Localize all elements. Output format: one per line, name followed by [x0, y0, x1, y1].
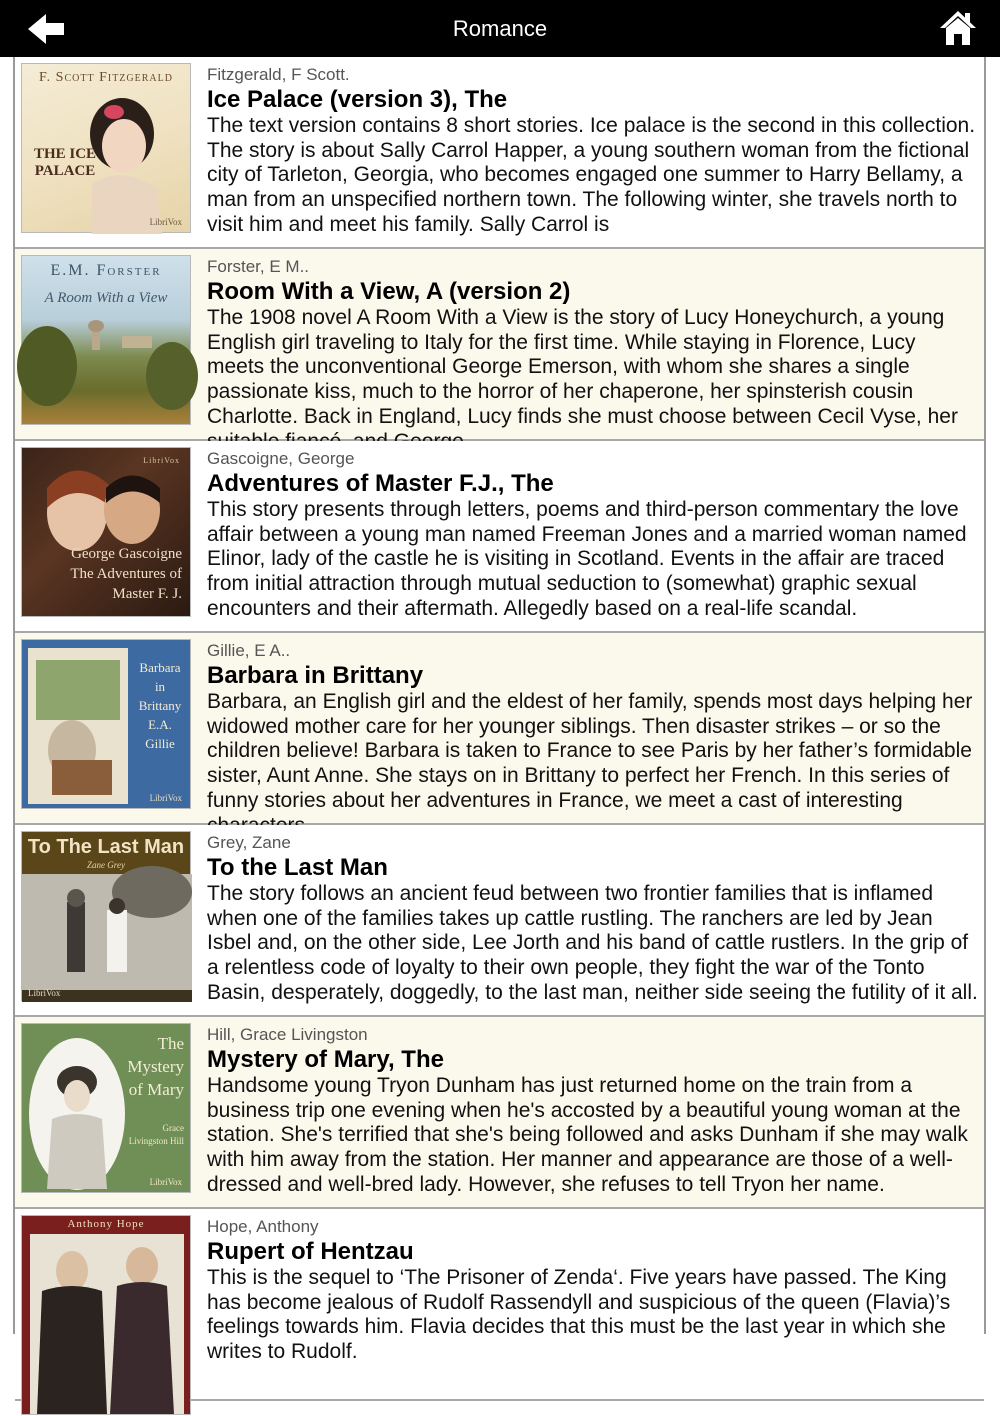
book-text [207, 1017, 978, 1196]
book-author: Grey, Zane [207, 833, 291, 852]
book-cover: To The Last Man Zane Grey LibriVox [21, 831, 191, 1001]
book-cover: The Mystery of Mary Grace Livingston Hill LibriVox [21, 1023, 191, 1193]
book-description: The 1908 novel A Room With a View is the story of Lucy Honeychurch, a young English girl traveling to Italy for the first time. While staying in Florence, Lucy meets the unconventional George Emerson, with whom she shares a single passionate kiss, much to the horror of her chaperone, her spinsterish cousin Charlotte. Back in England, Lucy finds she must choose between Cecil Vyse, her [207, 306, 958, 428]
book-title: To the Last Man [207, 854, 388, 881]
book-description: The text version contains 8 short stories. Ice palace is the second in this collection. The story is about Sally Carrol Happer, a young southern woman from the fictional city of Tarleton, Georgia, who becomes engaged one summer to Harry Bellamy, a man from an unspecified northern town. The following winter, she travels north to visit him and meet his family. Sally Carrol is [207, 114, 976, 236]
book-row[interactable] [15, 249, 984, 441]
book-text [207, 1209, 978, 1385]
book-author: Hope, Anthony [207, 1217, 319, 1236]
book-cover: E.M. Forster A Room With a View [21, 255, 191, 425]
book-title: Barbara in Brittany [207, 662, 424, 689]
book-cover: Anthony Hope [21, 1215, 191, 1415]
book-text [207, 441, 978, 620]
book-title: Room With a View, A (version 2) [207, 278, 571, 305]
book-row[interactable] [15, 825, 984, 1017]
book-description: This is the sequel to ‘The Prisoner of Zenda‘. Five years have passed. The King has become jealous of Rudolf Rassendyll and suspicious of the queen (Flavia)’s feelings towards him. Flavia decides that this must be the last year in which she writes to Rudolf. [207, 1266, 951, 1364]
book-text [207, 633, 978, 812]
book-row[interactable] [15, 633, 984, 825]
home-icon [938, 8, 978, 48]
home-button[interactable] [938, 8, 978, 48]
book-title: Mystery of Mary, The [207, 1046, 444, 1073]
page-title: Romance [452, 16, 548, 41]
cover-illustration [22, 1216, 192, 1416]
book-cover: F. Scott Fitzgerald THE ICE PALACE LibriVox [21, 63, 191, 233]
book-text [207, 57, 978, 236]
book-author: Forster, E M.. [207, 257, 310, 276]
book-description: The story follows an ancient feud between two frontier families that is inflamed when one of the families takes up cattle rustling. The ranchers are led by Jean Isbel and, on the other side, Lee Jorth and his band of cattle rustlers. In the grip of a relentless code of loyalty to their own people, they fight the war of the Tonto Basin, desperately, doggedly, to the last man, neither side seeing the futility of it all. [207, 882, 978, 1004]
book-description: This story presents through letters, poems and third-person commentary the love affair between a young man named Freeman Jones and a married woman named Elinor, lady of the castle he is visiting in Scotland. Events in the affair are traced from initial attraction through mutual seduction to (somewhat) graphic sexual encounters and their aftermath. Allegedly based on a real-life scandal. [207, 498, 967, 620]
book-row[interactable] [15, 1209, 984, 1401]
book-row[interactable] [15, 441, 984, 633]
book-title: Ice Palace (version 3), The [207, 86, 508, 113]
book-author: Gascoigne, George [207, 449, 355, 468]
cover-illustration [22, 832, 192, 1002]
book-author: Gillie, E A.. [207, 641, 291, 660]
book-author: Fitzgerald, F Scott. [207, 65, 350, 84]
book-title: Adventures of Master F.J., The [207, 470, 554, 497]
navigation-bar [0, 0, 1000, 57]
book-title: Rupert of Hentzau [207, 1238, 414, 1265]
book-cover: Barbara in Brittany E.A. Gillie LibriVox [21, 639, 191, 809]
book-description: Handsome young Tryon Dunham has just returned home on the train from a business trip one evening when he's accosted by a beautiful young woman at the station. She's terrified that she's being followed and asks Dunham if she may walk with him away from the station. Her manner and appearance are those of a well-dressed and well-bred lady. However, she refuses to tell Tryon her name. [207, 1074, 968, 1196]
book-author: Hill, Grace Livingston [207, 1025, 368, 1044]
book-row[interactable] [15, 57, 984, 249]
book-text [207, 249, 978, 428]
book-description: Barbara, an English girl and the eldest of her family, spends most days helping her widowed mother care for her younger siblings. Then disaster strikes – or so the children believe! Barbara is taken to France to see Paris by her father’s formidable sister, Aunt Anne. She stays on in Brittany to perfect her French. In this series of funny stories about her adventures in France, we meet a cast of interesting [207, 690, 973, 812]
book-text [207, 825, 978, 1004]
book-cover: LibriVox George Gascoigne The Adventures of Master F. J. [21, 447, 191, 617]
cover-illustration [22, 256, 192, 426]
book-row[interactable] [15, 1017, 984, 1209]
book-list[interactable] [13, 57, 986, 1364]
